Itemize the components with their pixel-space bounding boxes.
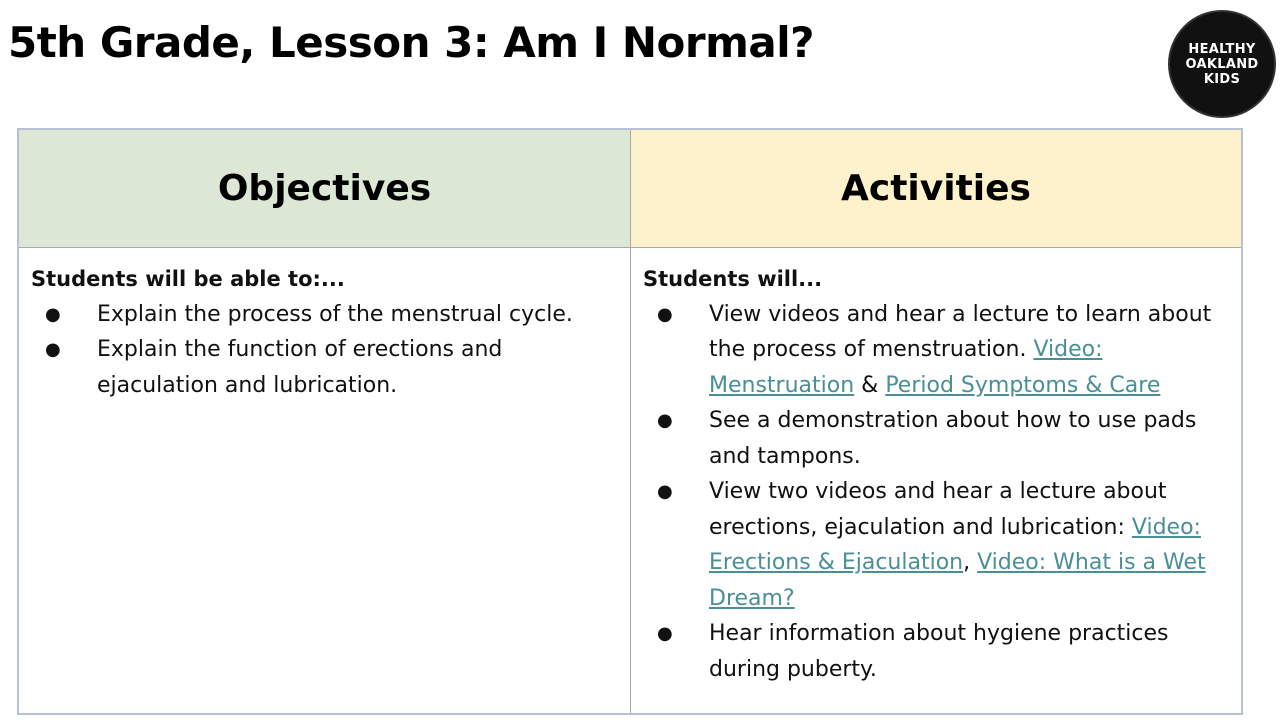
activity-text: Hear information about hygiene practices during puberty. bbox=[709, 621, 1169, 682]
activities-cell bbox=[631, 248, 1241, 713]
list-item bbox=[31, 332, 618, 403]
activity-text: See a demonstration about how to use pads and tampons. bbox=[709, 408, 1197, 469]
list-item bbox=[643, 616, 1229, 687]
logo-line: KIDS bbox=[1203, 71, 1241, 87]
healthy-oakland-kids-logo bbox=[1168, 10, 1276, 118]
objective-text: Explain the process of the menstrual cycle. bbox=[97, 301, 573, 327]
bullet-icon: ● bbox=[657, 410, 673, 431]
objectives-cell bbox=[19, 248, 631, 713]
activity-text: View two videos and hear a lecture about erections, ejaculation and lubrication: bbox=[709, 479, 1167, 540]
activities-list bbox=[643, 297, 1229, 688]
activities-lead: Students will... bbox=[643, 267, 823, 291]
bullet-icon: ● bbox=[657, 481, 673, 502]
list-item bbox=[31, 297, 618, 333]
list-item bbox=[643, 403, 1229, 474]
logo-line: OAKLAND bbox=[1185, 56, 1259, 72]
video-wet-dream-link[interactable]: Video: What is a Wet Dream? bbox=[709, 550, 1206, 611]
period-symptoms-care-link[interactable]: Period Symptoms & Care bbox=[885, 372, 1161, 398]
objectives-list bbox=[31, 297, 618, 404]
link-separator: & bbox=[861, 372, 879, 398]
objectives-lead: Students will be able to:... bbox=[31, 267, 345, 291]
activities-header: Activities bbox=[631, 130, 1241, 248]
bullet-icon: ● bbox=[45, 339, 61, 360]
list-item bbox=[643, 297, 1229, 404]
objectives-header: Objectives bbox=[19, 130, 631, 248]
activity-text: View videos and hear a lecture to learn about the process of menstruation. bbox=[709, 301, 1212, 362]
video-menstruation-link[interactable]: Video: Menstruation bbox=[709, 337, 1103, 398]
lesson-table bbox=[17, 128, 1243, 715]
page-title: 5th Grade, Lesson 3: Am I Normal? bbox=[8, 18, 814, 67]
bullet-icon: ● bbox=[45, 303, 61, 325]
bullet-icon: ● bbox=[657, 303, 673, 325]
link-separator: , bbox=[963, 550, 971, 575]
objective-text: Explain the function of erections and ejaculation and lubrication. bbox=[97, 337, 503, 398]
video-erections-ejaculation-link[interactable]: Video: Erections & Ejaculation bbox=[709, 514, 1201, 575]
logo-line: HEALTHY bbox=[1188, 41, 1256, 57]
list-item bbox=[643, 474, 1229, 616]
bullet-icon: ● bbox=[657, 623, 673, 644]
